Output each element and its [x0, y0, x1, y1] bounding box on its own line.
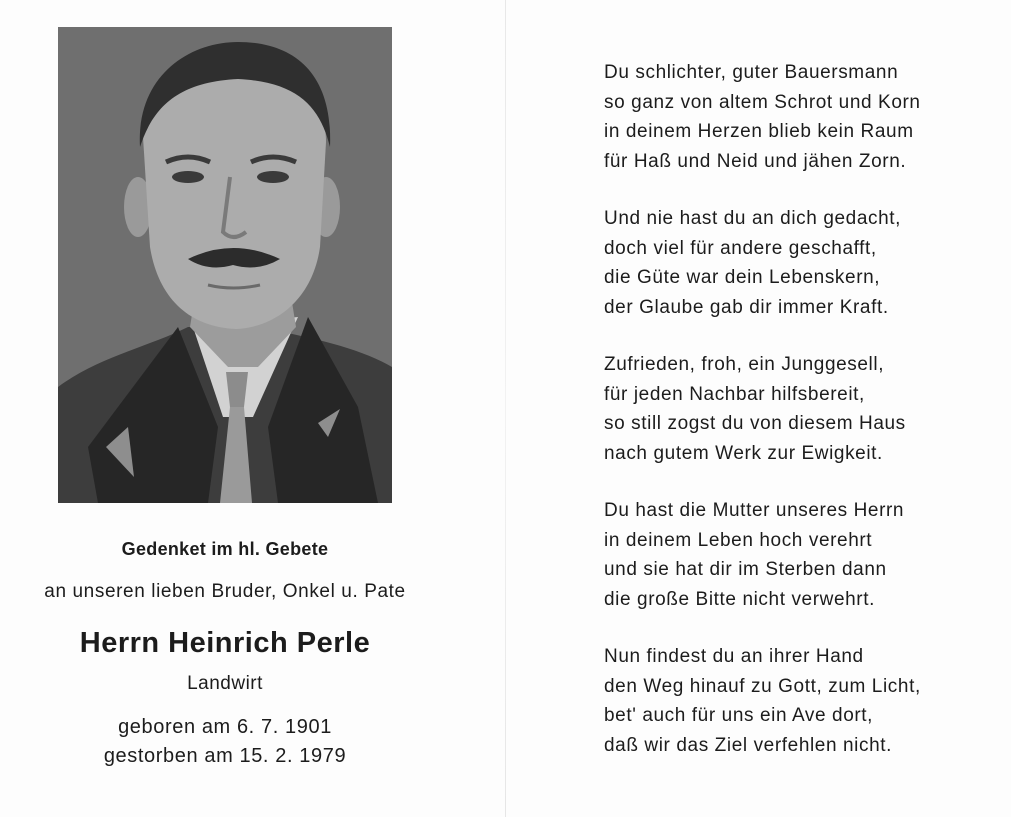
poem-line: die große Bitte nicht verwehrt.	[604, 588, 875, 610]
poem-line: die Güte war dein Lebenskern,	[604, 267, 881, 288]
birth-date-line: geboren am 6. 7. 1901	[118, 716, 332, 738]
card-fold	[505, 0, 506, 817]
poem-line: für jeden Nachbar hilfsbereit,	[604, 383, 865, 405]
poem-line: den Weg hinauf zu Gott, zum Licht,	[604, 675, 921, 697]
poem-line: bet' auch für uns ein Ave dort,	[604, 705, 874, 726]
portrait-photo	[58, 27, 392, 503]
poem-line: in deinem Herzen blieb kein Raum	[604, 121, 914, 142]
poem-stanza	[604, 496, 1004, 614]
poem-stanza	[604, 204, 1004, 322]
poem-line: so ganz von altem Schrot und Korn	[604, 91, 921, 113]
occupation: Landwirt	[187, 673, 263, 694]
poem-stanza	[604, 58, 1004, 176]
poem-line: und sie hat dir im Sterben dann	[604, 559, 887, 580]
poem-line: Du hast die Mutter unseres Herrn	[604, 500, 905, 521]
right-eye	[257, 171, 289, 183]
deceased-name: Herrn Heinrich Perle	[79, 627, 371, 659]
poem	[604, 58, 1004, 788]
poem-line: nach gutem Werk zur Ewigkeit.	[604, 442, 883, 464]
poem-line: Zufrieden, froh, ein Junggesell,	[604, 354, 885, 375]
left-eye	[172, 171, 204, 183]
death-date-line: gestorben am 15. 2. 1979	[103, 745, 347, 767]
poem-stanza	[604, 350, 1004, 468]
poem-line: für Haß und Neid und jähen Zorn.	[604, 150, 907, 172]
left-panel	[0, 0, 505, 817]
dedication-line: an unseren lieben Bruder, Onkel u. Pate	[44, 581, 406, 602]
poem-line: so still zogst du von diesem Haus	[604, 413, 906, 434]
remembrance-heading: Gedenket im hl. Gebete	[121, 539, 329, 559]
poem-line: daß wir das Ziel verfehlen nicht.	[604, 734, 893, 756]
poem-line: Du schlichter, guter Bauersmann	[604, 62, 899, 83]
poem-line: doch viel für andere geschafft,	[604, 237, 877, 259]
poem-line: in deinem Leben hoch verehrt	[604, 529, 873, 551]
poem-line: der Glaube gab dir immer Kraft.	[604, 296, 889, 318]
poem-stanza	[604, 642, 1004, 760]
poem-line: Nun findest du an ihrer Hand	[604, 646, 864, 667]
portrait-illustration	[58, 27, 392, 503]
poem-line: Und nie hast du an dich gedacht,	[604, 208, 902, 229]
